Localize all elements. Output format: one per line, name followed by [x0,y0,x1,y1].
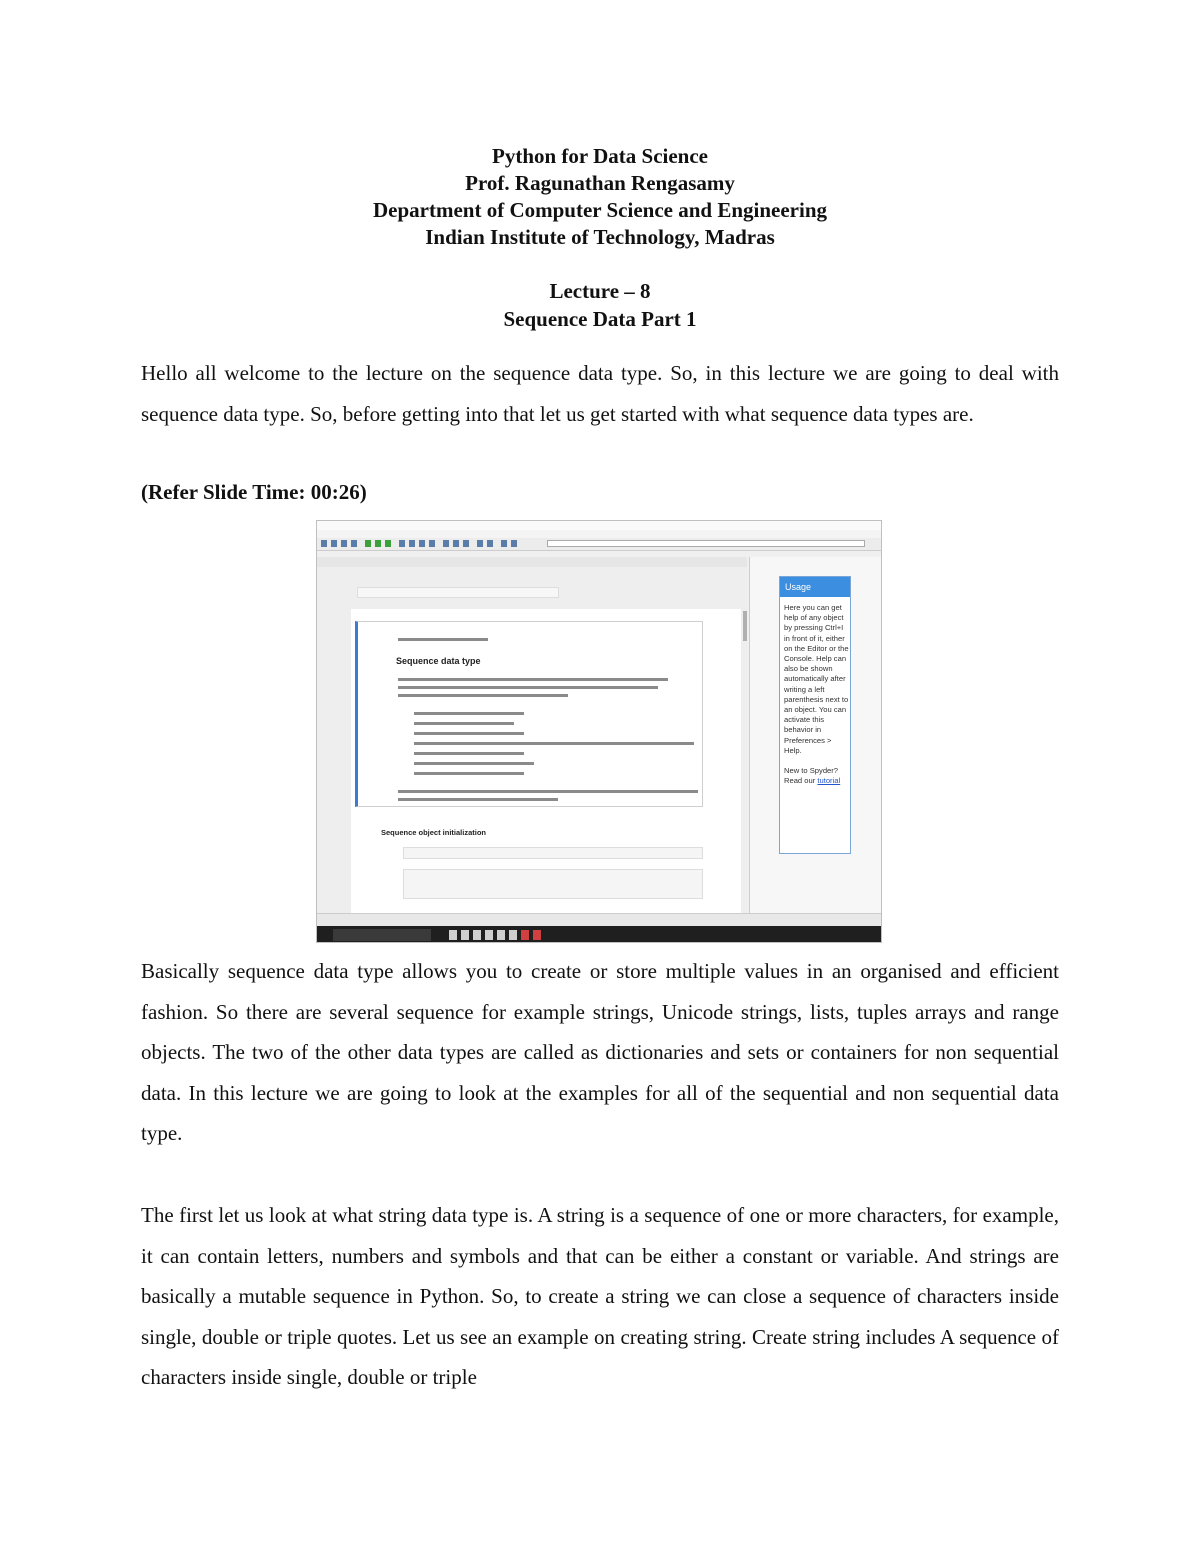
refer-slide-time: (Refer Slide Time: 00:26) [141,480,367,504]
step-into-icon [419,540,425,547]
taskbar-app-icon[interactable] [473,930,481,940]
working-directory-input[interactable] [547,540,865,547]
professor-name: Prof. Ragunathan Rengasamy [465,171,735,195]
cell-text-line [414,762,534,765]
markdown-cell [355,621,703,807]
help-panel [779,576,851,854]
scrollbar[interactable] [743,611,747,641]
cell-text-line [414,752,524,755]
cell-text-line [414,722,514,725]
cell-text-line [414,772,524,775]
help-body [784,603,850,787]
menu-bar [317,530,881,538]
window-titlebar [317,521,881,530]
windows-taskbar [317,926,881,943]
notebook-toolbar [357,587,559,598]
cell-text-line [398,694,568,697]
python-path-icon [487,540,493,547]
run-icon [365,540,371,547]
section-heading: Sequence object initialization [381,828,487,837]
cell-text-line [398,638,488,641]
debug-icon [399,540,405,547]
help-new-text: New to Spyder? Read our [784,766,839,786]
forward-icon [511,540,517,547]
new-file-icon [321,540,327,547]
body-paragraph-3: The first let us look at what string data type is. A string is a sequence of one or more characters, for example, it can contain letters, numbers and symbols and that can be either a constant or variable. And strings are basically a mutable sequence in Python. So, to create a string we can close a sequence of characters inside single, double or triple quotes. Let us see an example on creating string. Create string includes A sequence of characters inside single, double or triple [141,1203,1059,1389]
back-icon [501,540,507,547]
cell-text-line [398,790,698,793]
cell-heading: Sequence data type [396,656,481,666]
taskbar-app-icon[interactable] [485,930,493,940]
notebook-menu [357,573,717,582]
cell-text-line [398,798,558,801]
stop-icon [443,540,449,547]
tutorial-link[interactable]: tutorial [817,776,841,786]
lecture-number: Lecture – 8 [549,279,651,303]
taskbar-app-icon[interactable] [509,930,517,940]
taskbar-app-icon[interactable] [533,930,541,940]
code-cell[interactable] [403,847,703,859]
step-return-icon [429,540,435,547]
document-header [0,143,1200,251]
body-paragraph-2: Basically sequence data type allows you to create or store multiple values in an organised and efficient fashion. So there are several sequence for example strings, Unicode strings, lists, tuples arrays and range objects. The two of the other data types are called as dictionaries and sets or containers for non sequential data. In this lecture we are going to look at the examples for all of the sequential and non sequential data type. [141,959,1059,1145]
save-all-icon [351,540,357,547]
intro-paragraph: Hello all welcome to the lecture on the sequence data type. So, in this lecture we are going to deal with sequence data type. So, before getting into that let us get started with what sequence data types are. [141,361,1059,426]
save-icon [341,540,347,547]
help-text: Here you can get help of any object by pressing Ctrl+I in front of it, either on the Editor or the Console. Help can also be shown automatically after writing a left parenthesis next to an object. You can activate this behavior in Preferences > Help. [784,603,849,755]
preferences-icon [477,540,483,547]
taskbar-app-icon[interactable] [521,930,529,940]
course-title: Python for Data Science [492,144,708,168]
lecture-heading [0,277,1200,333]
institute-name: Indian Institute of Technology, Madras [425,225,775,249]
help-title: Usage [780,577,850,597]
fullscreen-icon [463,540,469,547]
cell-text-line [398,686,658,689]
taskbar-app-icon[interactable] [449,930,457,940]
lecture-title: Sequence Data Part 1 [503,307,697,331]
step-icon [409,540,415,547]
cell-text-line [398,678,668,681]
maximize-icon [453,540,459,547]
code-cell[interactable] [403,869,703,899]
taskbar-app-icon[interactable] [461,930,469,940]
cell-text-line [414,732,524,735]
run-cell-icon [375,540,381,547]
department-name: Department of Computer Science and Engineering [373,198,827,222]
cell-text-line [414,712,524,715]
spyder-screenshot [316,520,882,943]
open-file-icon [331,540,337,547]
status-bar [317,913,881,926]
run-cell-advance-icon [385,540,391,547]
cell-text-line [414,742,694,745]
taskbar-app-icon[interactable] [497,930,505,940]
taskbar-search[interactable] [333,929,431,941]
